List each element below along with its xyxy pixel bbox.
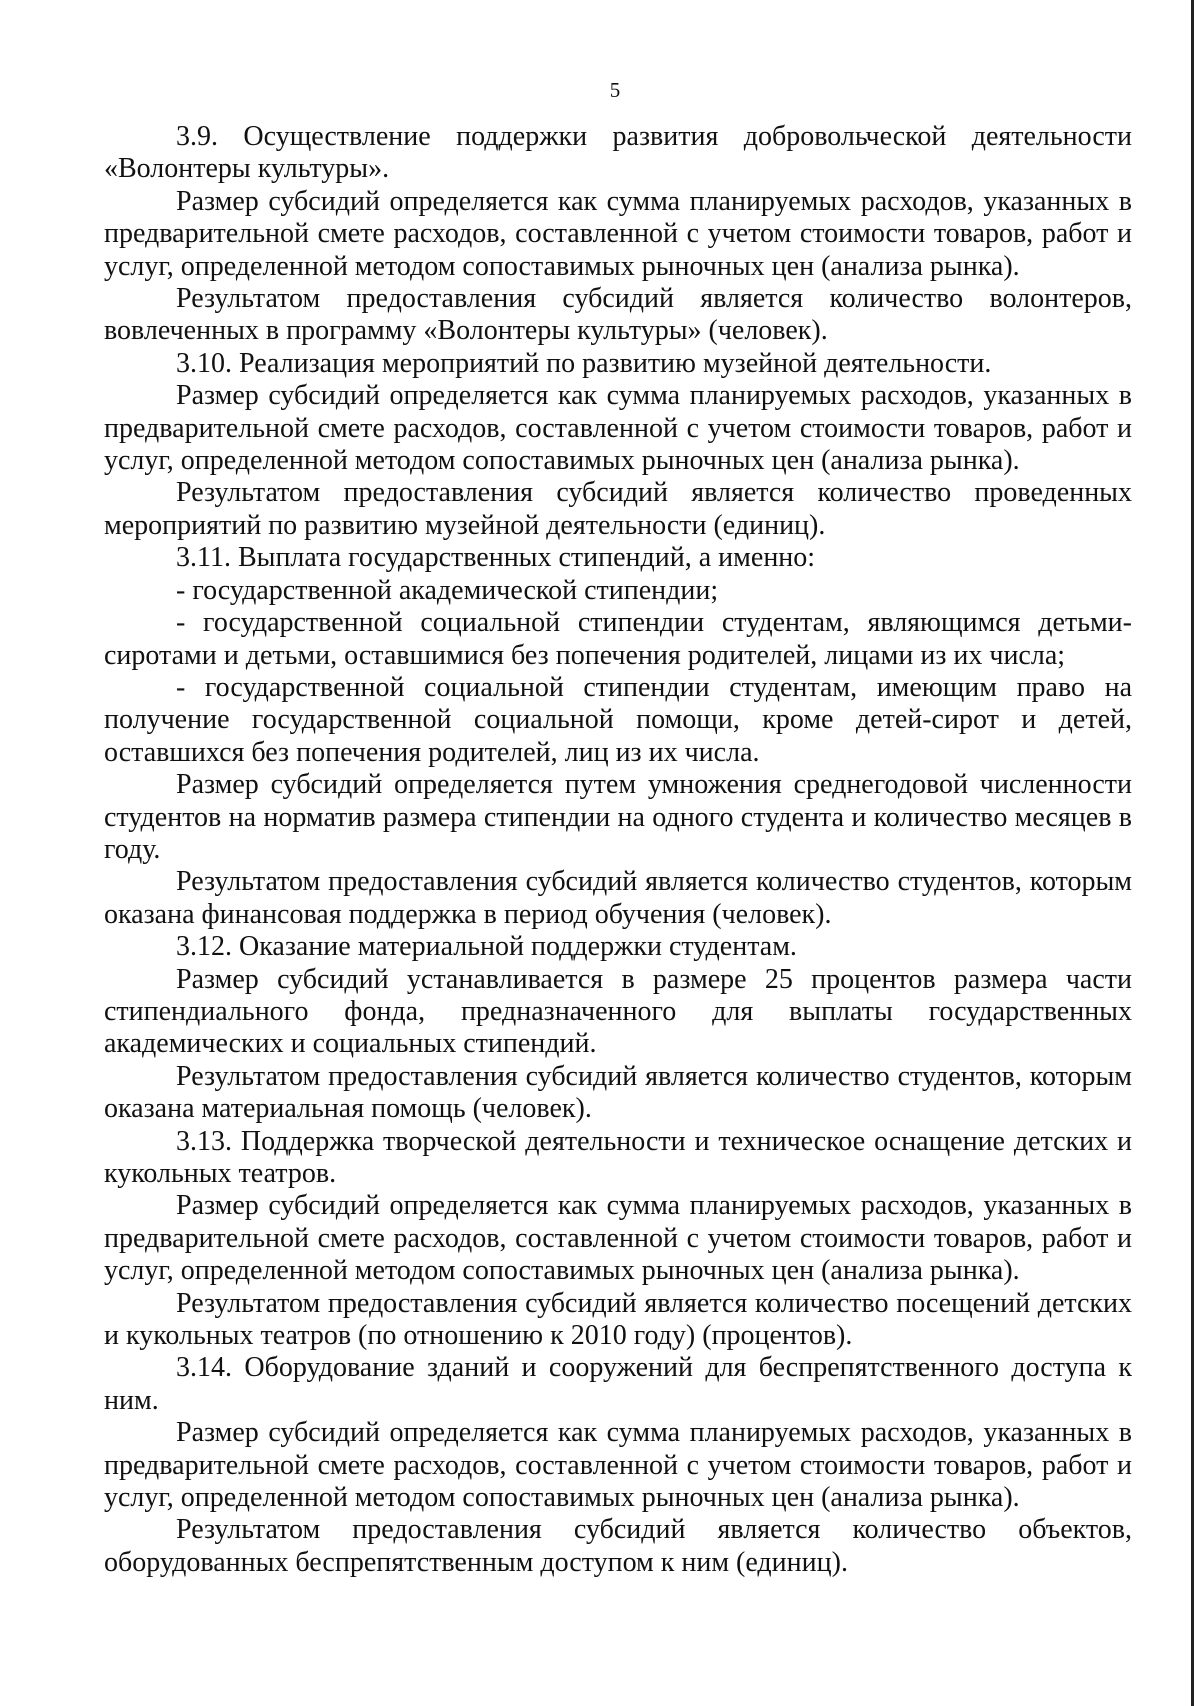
paragraph-subsidy-size: Размер субсидий определяется как сумма планируемых расходов, указанных в предварительной смете расходов, составленной с учетом стоимости товаров, работ и услуг, определенной методом сопоставимых рыночных цен (анализа рынка). — [104, 1190, 1132, 1287]
page-number: 5 — [609, 78, 621, 102]
paragraph-subsidy-result: Результатом предоставления субсидий является количество волонтеров, вовлеченных в программу «Волонтеры культуры» (человек). — [104, 283, 1132, 347]
paragraph-subsidy-result: Результатом предоставления субсидий является количество объектов, оборудованных беспрепятственным доступом к ним (единиц). — [104, 1514, 1132, 1578]
section-heading-3-12: 3.12. Оказание материальной поддержки студентам. — [176, 931, 797, 963]
paragraph-subsidy-result: Результатом предоставления субсидий является количество посещений детских и кукольных театров (по отношению к 2010 году) (процентов). — [104, 1287, 1132, 1352]
page-edge-line — [1191, 0, 1194, 1706]
list-item-social-stipend-orphans: - государственной социальной стипендии студентам, являющимся детьми-сиротами и детьми, оставшимися без попечения родителей, лицами из их числа; — [104, 607, 1132, 671]
paragraph-subsidy-size: Размер субсидий определяется путем умножения среднегодовой численности студентов на норматив размера стипендии на одного студента и количество месяцев в году. — [104, 769, 1132, 865]
section-heading-3-13: 3.13. Поддержка творческой деятельности и техническое оснащение детских и кукольных театров. — [104, 1125, 1132, 1189]
section-heading-3-9: 3.9. Осуществление поддержки развития добровольческой деятельности «Волонтеры культуры». — [104, 121, 1132, 185]
section-heading-3-14: 3.14. Оборудование зданий и сооружений для беспрепятственного доступа к ним. — [104, 1352, 1132, 1416]
paragraph-subsidy-result: Результатом предоставления субсидий является количество студентов, которым оказана финансовая поддержка в период обучения (человек). — [104, 866, 1132, 930]
paragraph-subsidy-result: Результатом предоставления субсидий является количество проведенных мероприятий по развитию музейной деятельности (единиц). — [104, 477, 1132, 541]
paragraph-subsidy-result: Результатом предоставления субсидий является количество студентов, которым оказана материальная помощь (человек). — [104, 1060, 1132, 1125]
list-item-academic-stipend: - государственной академической стипендии; — [176, 574, 719, 606]
list-item-social-stipend-assistance: - государственной социальной стипендии студентам, имеющим право на получение государственной социальной помощи, кроме детей-сирот и детей, оставшихся без попечения родителей, лиц из их числа. — [104, 671, 1132, 768]
paragraph-subsidy-size: Размер субсидий определяется как сумма планируемых расходов, указанных в предварительной смете расходов, составленной с учетом стоимости товаров, работ и услуг, определенной методом сопоставимых рыночных цен (анализа рынка). — [104, 1417, 1132, 1514]
paragraph-subsidy-size: Размер субсидий определяется как сумма планируемых расходов, указанных в предварительной смете расходов, составленной с учетом стоимости товаров, работ и услуг, определенной методом сопоставимых рыночных цен (анализа рынка). — [104, 185, 1132, 282]
paragraph-subsidy-size: Размер субсидий устанавливается в размере 25 процентов размера части стипендиального фонда, предназначенного для выплаты государственных академических и социальных стипендий. — [104, 963, 1132, 1060]
paragraph-subsidy-size: Размер субсидий определяется как сумма планируемых расходов, указанных в предварительной смете расходов, составленной с учетом стоимости товаров, работ и услуг, определенной методом сопоставимых рыночных цен (анализа рынка). — [104, 380, 1132, 477]
section-heading-3-11: 3.11. Выплата государственных стипендий, а именно: — [176, 542, 816, 574]
section-heading-3-10: 3.10. Реализация мероприятий по развитию музейной деятельности. — [176, 347, 992, 379]
document-body — [104, 121, 1132, 1579]
